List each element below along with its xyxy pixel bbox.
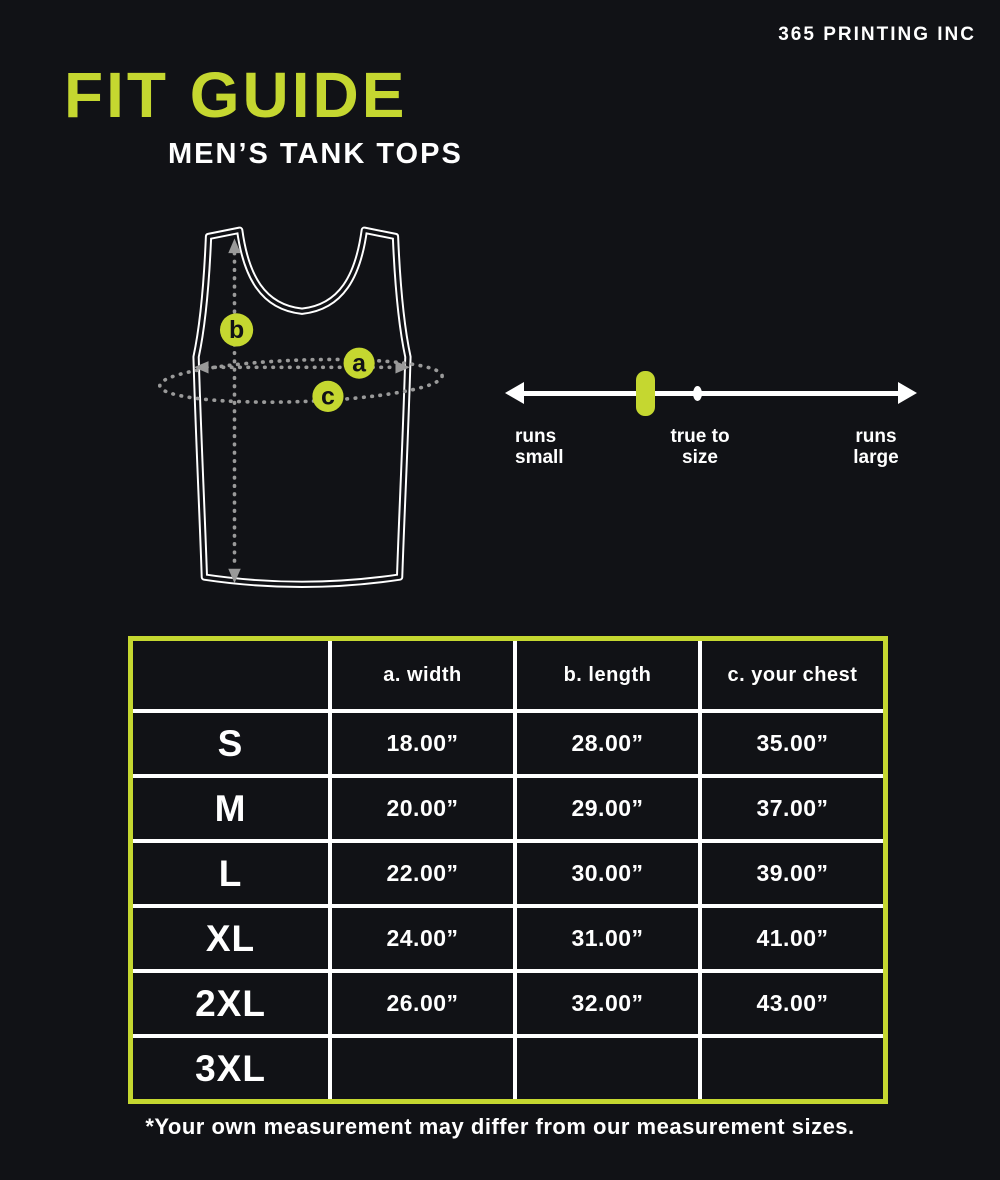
size-label-s: S [133, 713, 328, 774]
cell-l-chest: 39.00” [702, 843, 883, 904]
cell-2xl-chest: 43.00” [702, 973, 883, 1034]
cell-m-chest: 37.00” [702, 778, 883, 839]
true-to-size-dot [693, 386, 702, 401]
cell-l-width: 22.00” [332, 843, 513, 904]
cell-3xl-chest [702, 1038, 883, 1099]
size-label-m: M [133, 778, 328, 839]
cell-2xl-length: 32.00” [517, 973, 698, 1034]
cell-xl-length: 31.00” [517, 908, 698, 969]
page-subtitle: MEN’S TANK TOPS [168, 138, 463, 170]
cell-m-width: 20.00” [332, 778, 513, 839]
size-label-l: L [133, 843, 328, 904]
size-label-xl: XL [133, 908, 328, 969]
marker-c-letter: c [321, 382, 335, 411]
marker-b-letter: b [228, 316, 245, 345]
label-line: small [515, 447, 564, 468]
cell-s-chest: 35.00” [702, 713, 883, 774]
cell-3xl-width [332, 1038, 513, 1099]
cell-s-width: 18.00” [332, 713, 513, 774]
header-cell-chest: c. your chest [702, 641, 883, 709]
size-label-3xl: 3XL [133, 1038, 328, 1099]
header-cell-length: b. length [517, 641, 698, 709]
label-runs-large [835, 426, 917, 468]
label-runs-small [515, 426, 605, 468]
measurement-disclaimer: *Your own measurement may differ from our measurement sizes. [145, 1114, 855, 1139]
brand-name: 365 PRINTING INC [778, 24, 976, 45]
size-table [128, 636, 888, 1104]
fit-scale [505, 370, 917, 480]
header-cell-blank [133, 641, 328, 709]
cell-s-length: 28.00” [517, 713, 698, 774]
cell-2xl-width: 26.00” [332, 973, 513, 1034]
right-arrowhead-icon [898, 382, 917, 404]
tank-top-diagram [156, 224, 448, 602]
label-true-to-size [640, 426, 760, 468]
page-title: FIT GUIDE [64, 59, 408, 131]
cell-3xl-length [517, 1038, 698, 1099]
label-line: runs [515, 426, 557, 447]
left-arrowhead-icon [505, 382, 524, 404]
tank-outline [196, 230, 408, 584]
tank-top-illustration [156, 224, 448, 602]
fit-scale-line [521, 391, 899, 396]
fit-scale-marker [636, 371, 655, 416]
label-line: large [853, 447, 899, 468]
cell-m-length: 29.00” [517, 778, 698, 839]
label-line: size [682, 447, 718, 468]
label-line: true to [670, 426, 730, 447]
label-line: runs [855, 426, 897, 447]
size-label-2xl: 2XL [133, 973, 328, 1034]
cell-xl-chest: 41.00” [702, 908, 883, 969]
header-cell-width: a. width [332, 641, 513, 709]
marker-a-letter: a [352, 349, 367, 378]
cell-l-length: 30.00” [517, 843, 698, 904]
cell-xl-width: 24.00” [332, 908, 513, 969]
